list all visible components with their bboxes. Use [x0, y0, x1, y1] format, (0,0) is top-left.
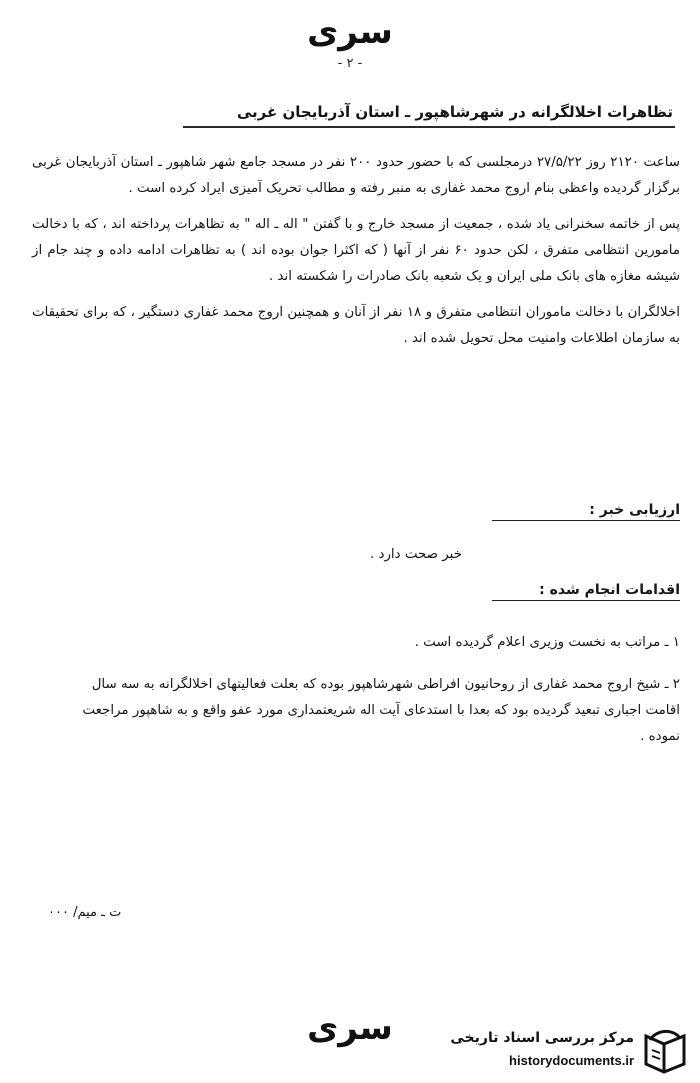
classification-top: سری [307, 12, 393, 52]
actions-list [60, 630, 680, 754]
title-underline [183, 126, 675, 128]
document-title: تظاهرات اخلالگرانه در شهرشاهپور ـ استان آذربایجان غربی [236, 103, 673, 121]
evaluation-heading-label: ارزیابی خبر : [589, 502, 680, 518]
actions-heading-underline [492, 600, 680, 602]
action-item-2: ۲ ـ شیخ اروج محمد غفاری از روحانیون افراطی شهرشاهپور بوده که بعلت فعالیتهای اخلالگرانه به سه سال اقامت اجباری تبعید گردیده بود که بعدا با استدعای آیت اله شریعتمداری مورد عفو واقع و به شاهپور مراجعت نموده . [82, 677, 680, 744]
watermark [426, 1026, 688, 1076]
actions-heading [492, 582, 680, 598]
watermark-url: historydocuments.ir [509, 1053, 634, 1068]
paragraph-2: پس از خاتمه سخنرانی یاد شده ، جمعیت از مسجد خارج و با گفتن " اله ـ اله " به تظاهرات پرداخته اند ، که با دخالت مامورین انتظامی متفرق ، لکن حدود ۶۰ نفر از آنها ( که اکثرا جوان بوده اند ) به تظاهرات ادامه داده و چند جام از شیشه مغازه های بانک ملی ایران و یک شعبه بانک صادرات را شکسته اند . [32, 217, 681, 284]
paragraph-1: ساعت ۲۱۲۰ روز ۲۷/۵/۲۲ درمجلسی که با حضور حدود ۲۰۰ نفر در مسجد جامع شهر شاهپور ـ استان آذربایجان غربی برگزار گردیده واعظی بنام اروج محمد غفاری به منبر رفته و مطالب تحریک آمیزی ایراد کرده است . [32, 155, 680, 196]
classification-bottom: سری [307, 1008, 393, 1048]
report-body [32, 150, 680, 362]
evaluation-heading-underline [492, 520, 680, 522]
evaluation-heading [492, 502, 680, 518]
book-scroll-icon [642, 1026, 688, 1076]
actions-heading-label: اقدامات انجام شده : [539, 582, 680, 598]
footer-note: ت ـ میم/ ۰۰۰ [48, 905, 122, 920]
page-number: - ۲ - [337, 56, 363, 71]
action-item-1: ۱ ـ مراتب به نخست وزیری اعلام گردیده است . [414, 635, 680, 650]
watermark-title: مرکز بررسی اسناد تاریخی [450, 1030, 634, 1046]
paragraph-3: اخلالگران با دخالت ماموران انتظامی متفرق و ۱۸ نفر از آنان و همچنین اروج محمد غفاری دستگیر ، که برای تحقیقات به سازمان اطلاعات وامنیت محل تحویل شده اند . [32, 305, 680, 346]
evaluation-text: خبر صحت دارد . [369, 547, 462, 562]
